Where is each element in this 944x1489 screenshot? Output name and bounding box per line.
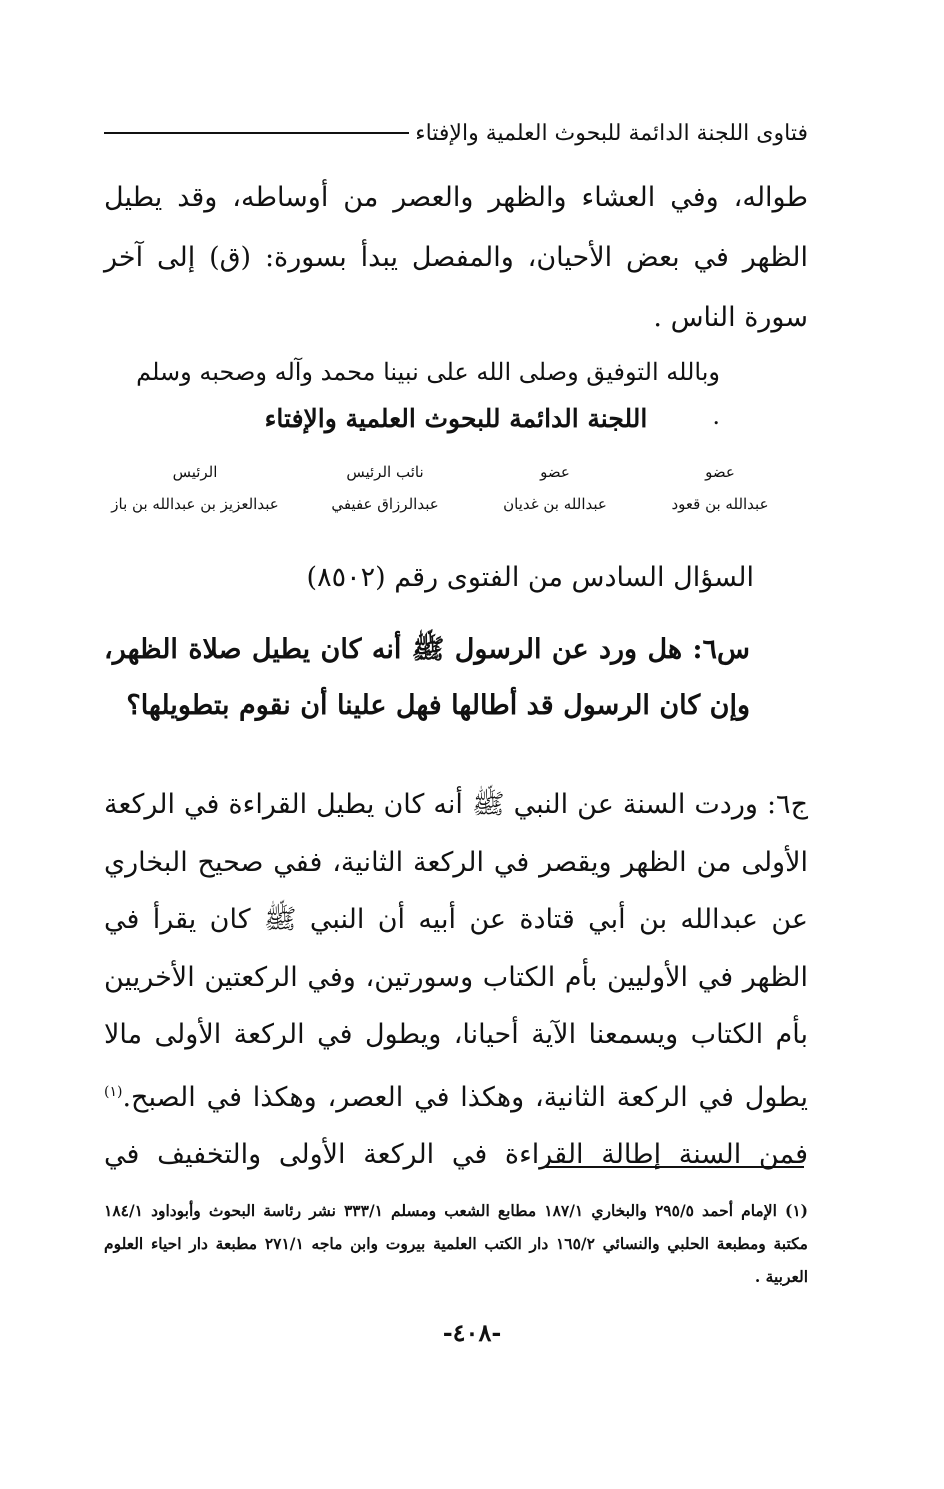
- signature-role: نائب الرئيس: [346, 463, 424, 481]
- footnote-text: (١) الإمام أحمد ٢٩٥/٥ والبخاري ١٨٧/١ مطابع الشعب ومسلم ٣٣٣/١ نشر رئاسة البحوث وأبوداود ١٨٤/١ مكتبة ومطبعة الحلبي والنسائي ١٦٥/٢ دار الكتب العلمية بيروت وابن ماجه ٢٧١/١ مطبعة دار احياء العلوم العربية .: [104, 1201, 808, 1286]
- header-title: فتاوى اللجنة الدائمة للبحوث العلمية والإفتاء: [415, 120, 808, 146]
- signature-role: الرئيس: [172, 463, 218, 481]
- signature-vice-president: [310, 460, 460, 524]
- running-header: [104, 118, 808, 148]
- footnote-separator: [546, 1166, 804, 1168]
- committee-name: اللجنة الدائمة للبحوث العلمية والإفتاء: [264, 404, 648, 433]
- signature-name: عبدالله بن قعود: [671, 495, 769, 513]
- footnote-marker: (١): [104, 1083, 123, 1100]
- fatwa-title: السؤال السادس من الفتوى رقم (٨٥٠٢): [306, 562, 754, 593]
- signature-name: عبدالرزاق عفيفي: [331, 495, 439, 513]
- page-number: -٤٠٨-: [442, 1318, 502, 1347]
- closing-blessing: وبالله التوفيق وصلى الله على نبينا محمد وآله وصحبه وسلم .: [136, 358, 720, 430]
- signature-name: عبدالله بن غديان: [503, 495, 607, 513]
- signature-member-2: [490, 460, 620, 524]
- signature-member-1: [660, 460, 780, 524]
- answer-text: [104, 776, 808, 1184]
- answer-body: ج٦: وردت السنة عن النبي ﷺ أنه كان يطيل القراءة في الركعة الأولى من الظهر ويقصر في الركعة الثانية، ففي صحيح البخاري عن عبدالله بن أبي قتادة عن أبيه أن النبي ﷺ كان يقرأ في الظهر في الأوليين بأم الكتاب وسورتين، وفي الركعتين الأخريين بأم الكتاب ويسمعنا الآية أحيانا، ويطول في الركعة الأولى مالا يطول في الركعة الثانية، وهكذا في العصر، وهكذا في الصبح.: [104, 789, 809, 1113]
- intro-paragraph: طواله، وفي العشاء والظهر والعصر من أوساطه، وقد يطيل الظهر في بعض الأحيان، والمفصل يبدأ بسورة: (ق) إلى آخر سورة الناس .: [104, 182, 808, 333]
- header-rule: [104, 132, 409, 134]
- signature-name: عبدالعزيز بن عبدالله بن باز: [111, 495, 279, 513]
- answer-continuation: فمن السنة إطالة القراءة في الركعة الأولى والتخفيف في: [104, 1139, 808, 1170]
- question-text: س٦: هل ورد عن الرسول ﷺ أنه كان يطيل صلاة الظهر، وإن كان الرسول قد أطالها فهل علينا أن نقوم بتطويلها؟: [104, 634, 750, 721]
- signature-role: عضو: [705, 463, 735, 481]
- signature-president: [100, 460, 290, 524]
- signatures-block: [100, 460, 780, 530]
- signature-role: عضو: [540, 463, 570, 481]
